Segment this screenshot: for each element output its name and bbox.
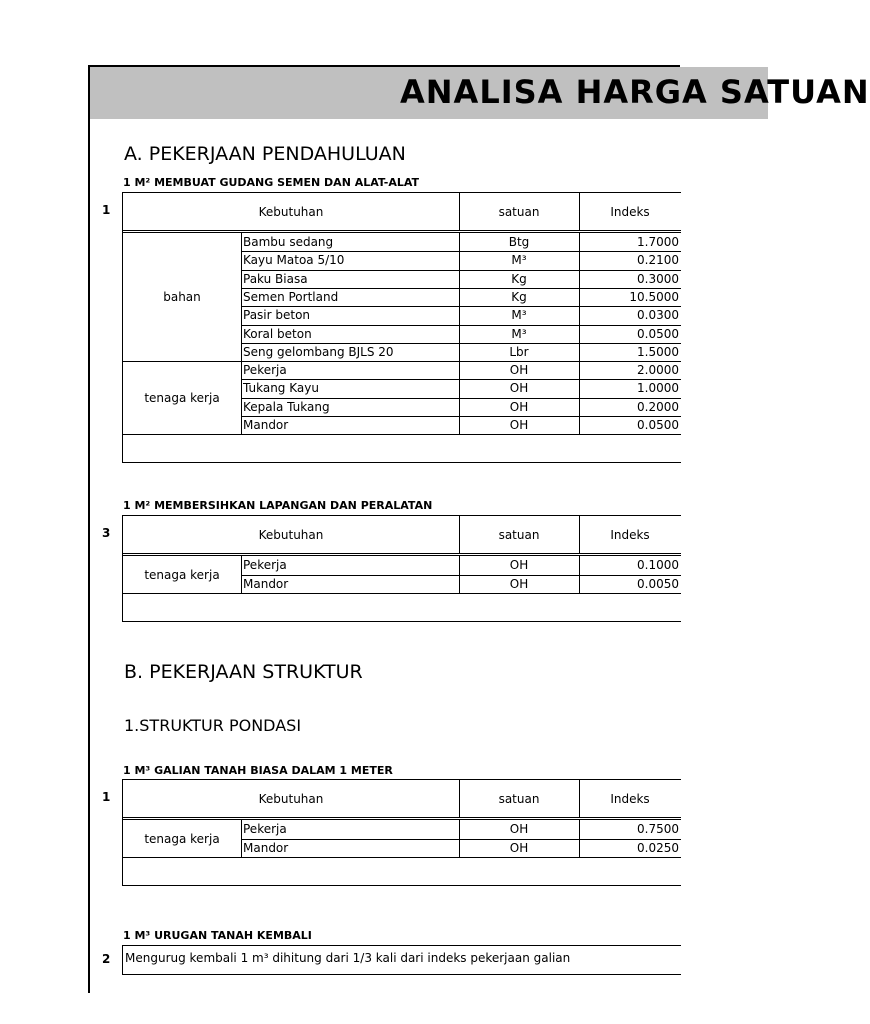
header-satuan: satuan [498,527,540,542]
row-kebutuhan: Kepala Tukang [243,399,330,414]
row-kebutuhan: Mandor [243,576,289,591]
table-bottom-rule [123,621,681,622]
row-rule [123,434,681,435]
row-satuan: Kg [511,271,527,286]
section-b-heading: B. PEKERJAAN STRUKTUR [124,661,363,683]
header-kebutuhan: Kebutuhan [258,527,324,542]
row-indeks: 0.2000 [637,399,679,414]
item-caption: 1 M² MEMBUAT GUDANG SEMEN DAN ALAT-ALAT [123,176,420,189]
row-indeks: 0.0500 [637,418,679,432]
column-divider [241,233,242,434]
row-satuan: OH [509,418,529,432]
section-a-heading: A. PEKERJAAN PENDAHULUAN [124,143,406,165]
header-satuan: satuan [498,791,540,806]
header-kebutuhan: Kebutuhan [258,204,324,219]
row-kebutuhan: Mandor [243,418,289,432]
row-indeks: 1.7000 [637,235,679,249]
header-indeks: Indeks [610,204,650,219]
column-divider [459,193,460,230]
header-indeks: Indeks [610,527,650,542]
row-satuan: M³ [511,326,527,341]
item-caption: 1 M³ URUGAN TANAH KEMBALI [123,929,312,942]
column-divider [241,820,242,857]
column-divider [459,780,460,817]
row-kebutuhan: Bambu sedang [243,235,334,249]
row-indeks: 0.1000 [637,558,679,572]
column-divider [459,516,460,553]
column-divider [579,516,580,553]
row-indeks: 0.2100 [637,253,679,268]
item-number: 1 [102,203,111,217]
page-title: ANALISA HARGA SATUAN [400,73,870,111]
header-satuan: satuan [498,204,540,219]
row-indeks: 0.3000 [637,271,679,286]
row-satuan: OH [509,363,529,378]
row-kebutuhan: Koral beton [243,326,312,341]
row-kebutuhan: Tukang Kayu [243,381,319,396]
header-rule [123,230,681,231]
row-satuan: M³ [511,253,527,268]
item-caption: 1 M³ GALIAN TANAH BIASA DALAM 1 METER [123,764,393,777]
group-label: tenaga kerja [144,390,220,405]
row-satuan: OH [509,558,529,572]
column-divider [459,233,460,434]
row-kebutuhan: Paku Biasa [243,271,308,286]
row-rule [123,857,681,858]
item-number: 1 [102,790,111,804]
column-divider [579,233,580,434]
header-kebutuhan: Kebutuhan [258,791,324,806]
row-kebutuhan: Seng gelombang BJLS 20 [243,344,394,359]
row-indeks: 10.5000 [629,289,679,304]
row-kebutuhan: Kayu Matoa 5/10 [243,253,345,268]
row-kebutuhan: Pasir beton [243,308,311,323]
column-divider [579,556,580,593]
row-kebutuhan: Pekerja [243,363,287,378]
row-indeks: 0.0250 [637,840,679,855]
note-text: Mengurug kembali 1 m³ dihitung dari 1/3 kali dari indeks pekerjaan galian [125,951,571,965]
item-number: 3 [102,526,111,540]
row-satuan: Kg [511,289,527,304]
table-bottom-rule [123,885,681,886]
analysis-table [122,779,681,886]
row-indeks: 2.0000 [637,363,679,378]
column-divider [579,820,580,857]
item-number: 2 [102,952,111,966]
row-satuan: OH [509,399,529,414]
header-rule [123,817,681,818]
header-rule [123,553,681,554]
row-kebutuhan: Semen Portland [243,289,339,304]
row-satuan: Btg [508,235,530,249]
row-indeks: 0.0300 [637,308,679,323]
column-divider [459,556,460,593]
analysis-table [122,515,681,622]
subsection-b1-heading: 1.STRUKTUR PONDASI [124,716,302,735]
row-kebutuhan: Mandor [243,840,289,855]
column-divider [459,820,460,857]
row-rule [123,593,681,594]
table-bottom-rule [123,462,681,463]
row-indeks: 0.0050 [637,576,679,591]
column-divider [579,780,580,817]
group-label: tenaga kerja [144,567,220,582]
row-satuan: Lbr [509,344,529,359]
row-indeks: 1.0000 [637,381,679,396]
row-kebutuhan: Pekerja [243,558,287,572]
header-indeks: Indeks [610,791,650,806]
row-satuan: OH [509,381,529,396]
group-label: tenaga kerja [144,831,220,846]
column-divider [241,556,242,593]
row-satuan: M³ [511,308,527,323]
sheet-left-border [88,65,90,993]
title-band [90,67,870,119]
row-satuan: OH [509,822,529,836]
row-indeks: 0.7500 [637,822,679,836]
column-divider [579,193,580,230]
row-satuan: OH [509,576,529,591]
row-satuan: OH [509,840,529,855]
row-indeks: 1.5000 [637,344,679,359]
group-label: bahan [163,290,201,305]
row-indeks: 0.0500 [637,326,679,341]
note-row [122,945,681,975]
row-kebutuhan: Pekerja [243,822,287,836]
item-caption: 1 M² MEMBERSIHKAN LAPANGAN DAN PERALATAN [123,499,433,512]
analysis-table [122,192,681,463]
